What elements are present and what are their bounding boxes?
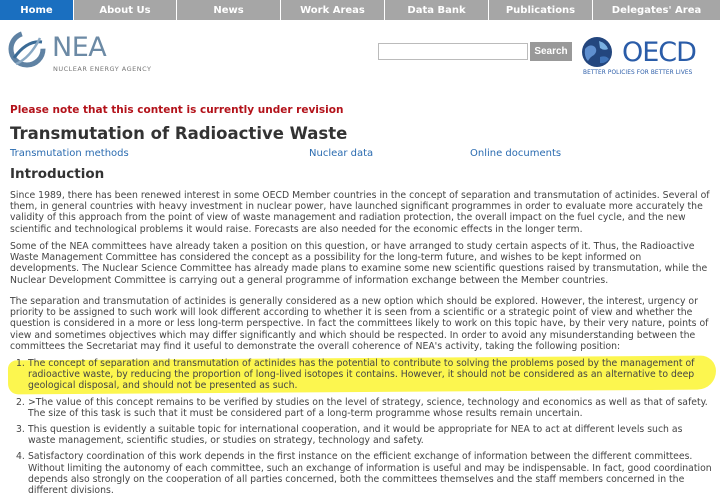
nav-publications[interactable]: Publications: [489, 0, 593, 20]
revision-notice: Please note that this content is currently under revision: [10, 104, 344, 116]
link-nuclear-data[interactable]: Nuclear data: [309, 148, 374, 159]
nea-ring-icon: [6, 28, 48, 70]
nav-data-bank[interactable]: Data Bank: [385, 0, 489, 20]
nav-news[interactable]: News: [177, 0, 281, 20]
nav-delegates-area[interactable]: Delegates' Area: [593, 0, 720, 20]
paragraph-3: The separation and transmutation of actinides is generally considered as a new option which should be explored. However, the interest, urgency or priority to be assigned to such work will look different according to whether it is seen from a scientific or a strategic point of view and whether the question is considered in a more or less long-term perspective. In fact the committees likely to work on this topic have, by their very nature, points of view and sometimes objectives which may differ significantly and which should be respected. In order to avoid any misunderstanding between the committees the Secretariat may find it useful to demonstrate the overall coherence of NEA's activity, taking the following position:: [10, 296, 709, 352]
position-list: [10, 358, 712, 500]
oecd-wordmark: OECD: [622, 37, 696, 68]
list-item: 1. The concept of separation and transmutation of actinides has the potential to contribute to solving the problems posed by the management of radioactive waste, by reducing the proportion of long-lived isotopes it contains. However, it should not be considered as an alternative to deep geological disposal, and should not be presented as such.: [16, 358, 695, 392]
subpage-links: [10, 148, 710, 162]
nea-wordmark: NEA: [52, 32, 107, 63]
list-item: 4. Satisfactory coordination of this work depends in the first instance on the efficient exchange of information between the different committees. Without limiting the autonomy of each committee, such an exchange of information is useful and may be indispensable. In fact, good coordination depends also strongly on the cooperation of all parties concerned, both the committees themselves and the staff members concerned in the different divisions.: [16, 451, 712, 497]
paragraph-2: Some of the NEA committees have already taken a position on this question, or have arranged to study certain aspects of it. Thus, the Radioactive Waste Management Committee has considered the concept as a possibility for the long-term future, and wishes to be kept informed on developments. The Nuclear Science Committee has already made plans to examine some new scientific questions raised by transmutation, while the Nuclear Development Committee is carrying out a general programme of information exchange between the Member countries.: [10, 241, 708, 286]
oecd-logo[interactable]: [580, 30, 715, 78]
paragraph-1: Since 1989, there has been renewed interest in some OECD Member countries in the concept of separation and transmutation of actinides. Several of them, in general countries with heavy investment in nuclear power, have launched significant programmes in order to evaluate more accurately the validity of this approach from the point of view of waste management and radiation protection, the overall impact on the fuel cycle, and the new scientific and technological problems it would raise. Forecasts are also needed for the economic effects in the longer term.: [10, 190, 710, 235]
search-input[interactable]: [378, 43, 528, 60]
nea-logo[interactable]: [6, 28, 176, 78]
list-item: 2. >The value of this concept remains to be verified by studies on the level of strategy, science, technology and economics as well as that of safety. The size of this task is such that it must be considered part of a long-term programme whose results remain uncertain.: [16, 396, 708, 419]
list-item: 3. This question is evidently a suitable topic for international cooperation, and it would be appropriate for NEA to act at different levels such as waste management, scientific studies, or studies on strategy, technology and safety.: [16, 424, 683, 447]
top-nav: [0, 0, 720, 20]
link-transmutation-methods[interactable]: Transmutation methods: [10, 148, 129, 159]
page-title: Transmutation of Radioactive Waste: [10, 124, 348, 143]
nav-home[interactable]: Home: [0, 0, 74, 20]
nea-fullname: NUCLEAR ENERGY AGENCY: [53, 65, 152, 73]
oecd-globe-icon: [580, 35, 614, 69]
oecd-tagline: BETTER POLICIES FOR BETTER LIVES: [583, 70, 693, 76]
section-title-introduction: Introduction: [10, 166, 105, 182]
nav-about-us[interactable]: About Us: [74, 0, 177, 20]
link-online-documents[interactable]: Online documents: [470, 148, 562, 159]
nav-work-areas[interactable]: Work Areas: [281, 0, 385, 20]
search-button[interactable]: Search: [530, 42, 572, 61]
